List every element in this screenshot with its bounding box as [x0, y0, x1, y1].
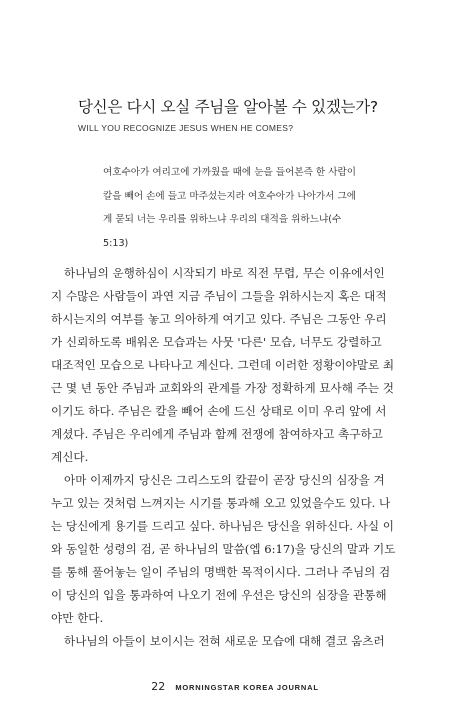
body-line: 지 수많은 사람들이 과연 지금 주님이 그들을 위하시는지 혹은 대적: [51, 289, 387, 303]
body-line: 하시는지의 여부를 놓고 의아하게 여기고 있다. 주님은 그동안 우리: [51, 312, 387, 326]
body-text: [51, 262, 425, 653]
body-line: 대조적인 모습으로 나타나고 계신다. 그런데 이러한 정황이야말로 최: [51, 358, 395, 372]
body-line: 하나님의 운행하심이 시작되기 바로 직전 무렵, 무슨 이유에서인: [64, 266, 385, 280]
quote-line: 게 묻되 너는 우리를 위하느냐 우리의 대적을 위하느냐(수: [103, 214, 342, 225]
article-title: 당신은 다시 오실 주님을 알아볼 수 있겠는가?: [78, 98, 378, 116]
quote-line: 5:13): [103, 237, 129, 249]
body-line: 하나님의 아들이 보이시는 전혀 새로운 모습에 대해 결코 움츠러: [64, 634, 385, 648]
body-line: 를 통해 풀어놓는 일이 주님의 명백한 목적이시다. 그러나 주님의 검: [51, 565, 391, 579]
body-line: 가 신뢰하도록 배워온 모습과는 사뭇 '다른' 모습, 너무도 강렬하고: [51, 335, 382, 349]
body-line: 와 동일한 성령의 검, 곧 하나님의 말씀(엡 6:17)을 당신의 말과 기도: [51, 542, 396, 556]
quote-line: 칼을 빼어 손에 들고 마주섰는지라 여호수아가 나아가서 그에: [103, 190, 357, 202]
body-line: 근 몇 년 동안 주님과 교회와의 관계를 가장 정확하게 묘사해 주는 것: [51, 381, 394, 395]
body-line: 계셨다. 주님은 우리에게 주님과 함께 전쟁에 참여하자고 촉구하고: [51, 427, 383, 441]
quote-line: 여호수아가 여리고에 가까웠을 때에 눈을 들어본즉 한 사람이: [103, 167, 357, 178]
article-subtitle-english: WILL YOU RECOGNIZE JESUS WHEN HE COMES?: [78, 123, 294, 133]
body-line: 아마 이제까지 당신은 그리스도의 칼끝이 곧장 당신의 심장을 겨: [64, 473, 385, 487]
body-line: 이 당신의 입을 통과하여 나오기 전에 우선은 당신의 심장을 관통해: [51, 588, 387, 602]
journal-name: MORNINGSTAR KOREA JOURNAL: [175, 683, 319, 692]
body-line: 는 당신에게 용기를 드리고 싶다. 하나님은 당신을 위하신다. 사실 이: [51, 519, 394, 533]
body-line: 야만 한다.: [51, 611, 104, 625]
body-line: 이기도 하다. 주님은 칼을 빼어 손에 드신 상태로 이미 우리 앞에 서: [51, 404, 387, 418]
body-line: 누고 있는 것처럼 느껴지는 시기를 통과해 오고 있었을수도 있다. 나: [51, 496, 391, 510]
page-footer: [0, 675, 470, 694]
page-number: 22: [151, 680, 166, 693]
scripture-quote: [103, 161, 403, 255]
body-line: 계신다.: [51, 450, 89, 464]
